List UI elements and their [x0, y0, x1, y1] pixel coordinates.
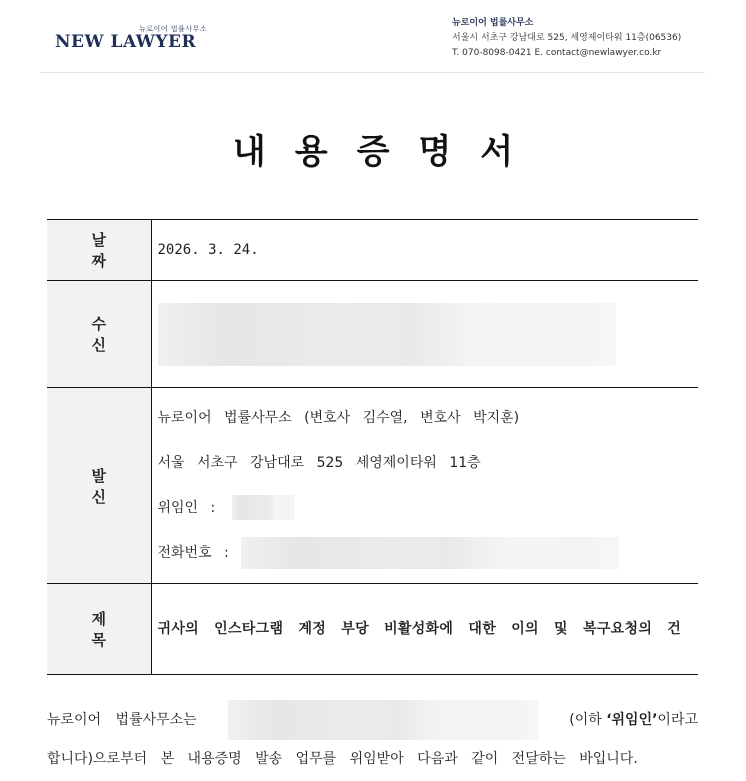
- recipient-row: [47, 281, 698, 388]
- sender-value: [151, 388, 698, 584]
- sender-client: [158, 486, 699, 531]
- sender-phone: [158, 531, 699, 576]
- body-line-1: [47, 700, 698, 740]
- date-label: 날짜: [47, 220, 151, 281]
- body-line-2: [47, 740, 698, 778]
- office-address: 서울시 서초구 강남대로 525, 세영제이타워 11층(06536): [452, 33, 682, 43]
- client-label: 위임인 :: [157, 499, 216, 516]
- subject-label: 제목: [47, 584, 151, 675]
- body-line2: 합니다)으로부터 본 내용증명 발송 업무를 위임받아 다음과 같이 전달하는 바입니다.: [47, 751, 638, 767]
- body-line1-end: 이라고: [657, 712, 698, 728]
- date-row: [47, 220, 698, 281]
- subject-row: [47, 584, 698, 675]
- redacted-recipient: [158, 303, 616, 366]
- info-table: [47, 219, 698, 675]
- subject-value: 귀사의 인스타그램 계정 부당 비활성화에 대한 이의 및 복구요청의 건: [151, 584, 698, 675]
- redacted-client: [232, 495, 295, 520]
- body-line1-quote: ‘위임인’: [606, 712, 658, 728]
- redacted-client-name: [228, 700, 538, 740]
- logo-subtitle: 뉴로이어 법률사무소: [139, 25, 208, 33]
- firm-logo: [55, 22, 208, 52]
- recipient-value: [151, 281, 698, 388]
- date-value: 2026. 3. 24.: [151, 220, 698, 281]
- office-info: [452, 16, 681, 61]
- body-line1-open: (이하: [569, 712, 602, 728]
- office-name: 뉴로이어 법률사무소: [452, 18, 534, 28]
- office-contact: T. 070-8098-0421 E. contact@newlawyer.co.kr: [452, 48, 662, 58]
- document-title: 내용증명서: [232, 132, 543, 172]
- body-line1-end-wrap: [569, 701, 698, 739]
- logo-wordmark: NEW LAWYER: [55, 32, 197, 52]
- sender-address: 서울 서초구 강남대로 525 세영제이타워 11층: [157, 454, 481, 471]
- body-line1-start: 뉴로이어 법률사무소는: [47, 712, 197, 728]
- sender-firm: 뉴로이어 법률사무소 (변호사 김수열, 변호사 박지훈): [157, 409, 520, 426]
- sender-row: [47, 388, 698, 584]
- letterhead: [40, 0, 705, 73]
- recipient-label: 수신: [47, 281, 151, 388]
- phone-label: 전화번호 :: [157, 544, 229, 561]
- sender-label: 발신: [47, 388, 151, 584]
- body-paragraph: [47, 700, 698, 778]
- redacted-phone: [241, 537, 619, 569]
